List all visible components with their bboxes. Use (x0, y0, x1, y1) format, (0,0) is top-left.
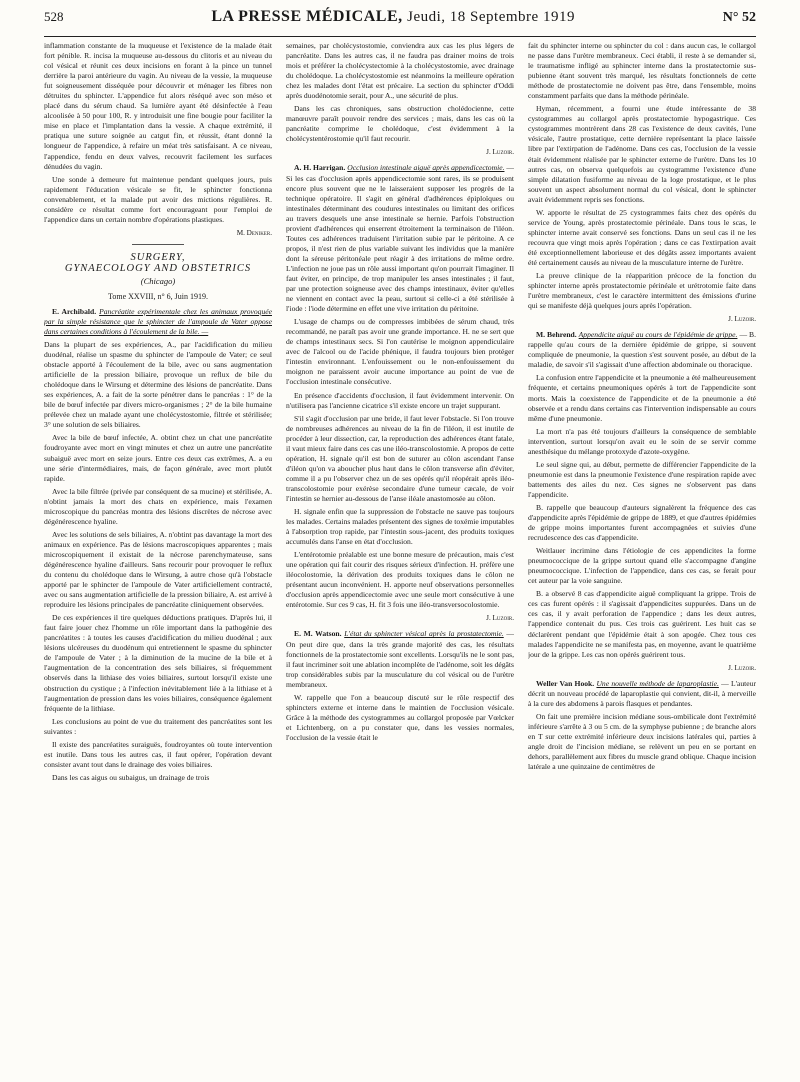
paragraph: semaines, par cholécystostomie, conviendra aux cas les plus légers de pancréatite. Dans les autres cas, il ne faudra pas drainer moins de trois mois et préférer la cholécystectomie à la cholécystostomie, avec drainage du cholédoque. La cholécystostomie est néanmoins la meilleure opération chez les malades dont l'état est précaire. La section du sphincter d'Oddi après duodénotomie serait, pour A., une sécurité de plus. (286, 41, 514, 101)
source-journal-volume: Tome XXVIII, n° 6, Juin 1919. (108, 291, 208, 301)
author-signature: J. Luzoir. (728, 663, 756, 672)
abstract-author: M. Behrend. (536, 330, 577, 340)
issue-date: Jeudi, 18 Septembre 1919 (407, 9, 575, 25)
column-2 (286, 41, 514, 1061)
paragraph: B. rappelle que beaucoup d'auteurs signalèrent la fréquence des cas d'appendicite après l'épidémie de grippe de 1889, et que d'autres épidémies de grippe moins importantes furent accompagnées et suivies d'une recrudescence des cas d'appendicite. (528, 502, 756, 543)
paragraph: En présence d'accidents d'occlusion, il faut évidemment intervenir. On n'utilisera pas l'ancienne cicatrice s'il existe encore un trajet suppurant. (286, 390, 514, 410)
abstract-author: E. Archibald. (52, 306, 97, 316)
paragraph: L'usage de champs ou de compresses imbibées de sérum chaud, très recommandé, ne paraît pas avoir une grande importance. H. ne se sert que de champs intestinaux secs. Si l'on cautérise le moignon appendiculaire avec de l'alcool ou de l'acide phénique, il faudra toujours bien protéger l'intestin environnant. L'enfouissement ou le non-enfouissement du moignon ne paraissent avoir aucune importance au point de vue de l'occlusion intestinale consécutive. (286, 317, 514, 387)
author-signature: J. Luzoir. (486, 614, 514, 623)
abstract-lead: — On peut dire que, dans la très grande majorité des cas, les résultats fonctionnels de la prostatectomie sont excellents. Lorsqu'ils ne le sont pas, il faut incriminer soit une ablation incomplète de l'adénome, soit les dégâts trop considérables subis par la musculature du col vésical ou de l'urètre membraneux. (286, 629, 514, 689)
abstract-heading (286, 163, 514, 314)
paragraph: Avec la bile de bœuf infectée, A. obtint chez un chat une pancréatite foudroyante avec mort en vingt minutes et chez un autre une pancréatite subaiguë avec mort en seize jours. Entre ces deux cas extrêmes, A. a eu une série d'intermédiaires, mais, de façon générale, avec mort plutôt rapide. (44, 433, 272, 483)
journal-masthead (211, 8, 575, 26)
paragraph: Avec la bile filtrée (privée par conséquent de sa mucine) et stérilisée, A. n'obtint jamais la mort des chats en expérience, mais l'examen microscopique du pancréas montra des lésions discrètes de nécrose avec dégénérescence hyaline. (44, 486, 272, 526)
page-number: 528 (44, 9, 64, 24)
running-header (44, 8, 756, 34)
paragraph: La confusion entre l'appendicite et la pneumonie a été malheureusement fréquente, et certains pneumoniques opérés à tort de l'appendicite sont morts. Mais la coexistence de l'appendicite et de la pneumonie a été observée et a rendu dans certains cas l'intervention indispensable au cours même d'une pneumonie. (528, 373, 756, 423)
paragraph: Les conclusions au point de vue du traitement des pancréatites sont les suivantes : (44, 716, 272, 736)
author-signature: J. Luzoir. (486, 148, 514, 157)
abstract-lead: — B. rappelle qu'au cours de la dernière épidémie de grippe, si souvent compliquée de pneumonie, la question s'est souvent posée, au début de la maladie, de savoir s'il s'agissait d'une affection abdominale ou thoracique. (528, 330, 756, 370)
issue-number: N° 52 (722, 10, 756, 25)
abstract-heading (528, 679, 756, 709)
abstract-title: Occlusion intestinale aiguë après appendicectomie. (347, 163, 505, 173)
abstract-heading (528, 330, 756, 370)
abstract-title: L'état du sphincter vésical après la prostatectomie. (344, 629, 504, 639)
paragraph: Avec les solutions de sels biliaires, A. n'obtint pas davantage la mort des animaux en expérience. Pas de lésions macroscopiques apparentes ; mais microscopiquement il existait de la nécrose parenchymateuse, sans dégénérescence hyaline d'ailleurs. Sans recourir pour provoquer le reflux du contenu du cholédoque dans le Wirsung, à autre chose qu'à l'obstacle apporté par le sphincter de l'ampoule de Vater artificiellement contracté, avec ou sans augmentation artificielle de la pression biliaire, A. est arrivé à reproduire les lésions principales de pancréatite cliniquement observées. (44, 529, 272, 610)
abstract-lead: — L'auteur décrit un nouveau procédé de laparoplastie qui convient, dit-il, à merveille à la cure des abdomens à parois flasques et pendantes. (528, 678, 756, 708)
abstract-heading (44, 307, 272, 337)
abstract-author: A. H. Harrigan. (294, 163, 346, 173)
journal-title: LA PRESSE MÉDICALE, (211, 8, 403, 25)
paragraph: Dans les cas aigus ou subaigus, un drainage de trois (52, 772, 210, 782)
paragraph: fait du sphincter interne ou sphincter du col : dans aucun cas, le collargol ne passe dans l'urètre membraneux. Ceci établi, il reste à se demander si, le traumatisme infligé au sphincter interne dans la prostatectomie sus-pubienne étant souvent très marqué, les résultats fonctionnels de cette méthode de prostatectomie ne doivent pas être, dans l'ensemble, moins constamment parfaits que dans la méthode périnéale. (528, 41, 756, 101)
source-journal-title: SURGERY, (130, 251, 186, 263)
separator-rule (132, 244, 184, 245)
paragraph: La preuve clinique de la réapparition précoce de la fonction du sphincter interne après prostatectomie périnéale et urétrotomie faite dans l'urètre membraneux, c'est le caractère intermittent des émissions d'urine qui se manifeste déjà quelques jours après l'opération. (528, 271, 756, 311)
paragraph: Weitlauer incrimine dans l'étiologie de ces appendicites la forme pneumococcique de la grippe surtout quand elle s'accompagne d'angine pneumococcique. L'infection de l'appendice, dans ces cas, se ferait pour cet auteur par la voie sanguine. (528, 546, 756, 586)
paragraph: De ces expériences il tire quelques déductions pratiques. D'après lui, il faut faire jouer chez l'homme un rôle important dans la pathogénie des pancréatites : à toutes les causes d'acidification du milieu duodénal ; aux lésions ulcéreuses du duodénum qui entretiennent le spasme du sphincter de l'ampoule de Vater ; à la diminution de la mucine de la bile et à l'augmentation de la concentration des sels biliaires, si fréquemment observés dans la lithiase des voies biliaires, surtout lorsqu'il existe une obstruction du cystique ; à l'infection inévitablement liée à la lithiase et à l'augmentation de pression dans les voies biliaires, conséquence également fréquente de la lithiase. (44, 613, 272, 713)
paragraph: Dans les cas chroniques, sans obstruction cholédocienne, cette manœuvre paraît pouvoir rendre des services ; mais, dans les cas où la pancréatite comprime le cholédoque, c'est évidemment à la cholécystentérostomie qu'il faut recourir. (286, 104, 514, 144)
header-rule (44, 36, 756, 37)
paragraph: W. rappelle que l'on a beaucoup discuté sur le rôle respectif des sphincters externe et interne dans le maintien de l'occlusion vésicale. Grâce à la méthode des cystogrammes au collargol proposée par Vœlcker et Lichtenberg, on a pu constater que, dans les vessies normales, l'occlusion de la vessie était le (286, 692, 514, 742)
paragraph: Une sonde à demeure fut maintenue pendant quelques jours, puis rapidement l'éducation vésicale se fit, le sphincter fonctionna convenablement, et la malade put avoir des mictions régulières. R. considère ce résultat comme fort encourageant pour l'emploi de l'appendice dans un certain nombre d'opérations plastiques. (44, 174, 272, 224)
paragraph: S'il s'agit d'occlusion par une bride, il faut lever l'obstacle. Si l'on trouve de nombreuses adhérences au niveau de la fin de l'iléon, il est inutile de procéder à leur dissection, car, la reproduction des adhérences étant fatale, il vaut mieux faire dans ces cas une iléo-transcolostomie. A propos de cette opération, H. signale qu'il est bon de suturer au côlon ascendant l'anse d'iléon qu'on va aboucher plus haut dans le côlon transverse afin d'éviter, comme il a pu l'observer chez un de ses opérés qu'il réopérait après iléo-transcolostomie pour exérèse secondaire d'une tumeur cæcale, de voir l'intestin se hernier au-dessous de l'anse iléale anastomosée au côlon. (286, 413, 514, 503)
paragraph: Hyman, récemment, a fourni une étude intéressante de 38 cystogrammes au collargol après prostatectomie hypogastrique. Ces cystogrammes montrèrent dans 28 cas l'existence de deux cavités, l'une vésicale, l'autre prostatique, cette dernière représentant la place laissée libre par l'extirpation de l'adénome. Dans ces cas, l'occlusion de la vessie était évidemment réalisée par le sphincter externe de l'urètre. Dans les 10 autres cas, on observa quelquefois au cystogramme l'existence d'une simple dilatation fusiforme au niveau de la loge prostatique, et le plus souvent un aspect absolument normal du col vésical, dont le sphincter avait évidemment repris ses fonctions. (528, 104, 756, 204)
abstract-title: Une nouvelle méthode de laparoplastie. (596, 678, 719, 688)
paragraph: inflammation constante de la muqueuse et l'existence de la malade était fort pénible. R. incisa la muqueuse au-dessous du clitoris et au niveau du col vésical et réunit ces deux incisions en forant à la pince un tunnel derrière la paroi antérieure du vagin. Au niveau de la vessie, la muqueuse fut soigneusement disséquée pour découvrir et ménager les fibres non détruites du sphincter. L'appendice fut alors réséqué avec son méso et placé dans du sérum chaud. Sa lumière ayant été désinfectée à l'eau alcoolisée à 50 pour 100, R. y introduisit une fine bougie pour faciliter la mise en place et l'implantation dans la vessie. A chaque extrémité, il pratiqua une suture soignée au catgut fin, et réussit, étant donné la longueur de l'appendice, à refaire un méat très satisfaisant. A ce niveau, l'appendice, fendu en deux valves, recouvrit facilement les surfaces dénudées du vagin. (44, 41, 272, 171)
column-1 (44, 41, 272, 1061)
author-signature: M. Deniker. (236, 228, 272, 237)
abstract-author: Weller Van Hook. (536, 678, 595, 688)
paragraph: Il existe des pancréatites suraiguës, foudroyantes où toute intervention est inutile. Dans tous les autres cas, il faut opérer, l'opération devant consister avant tout dans le drainage des voies biliaires. (44, 739, 272, 769)
source-journal-subtitle: GYNAECOLOGY AND OBSTETRICS (64, 262, 252, 274)
column-3 (528, 41, 756, 1061)
paragraph: B. a observé 8 cas d'appendicite aiguë compliquant la grippe. Trois de ces cas furent opérés : il s'agissait d'appendicites suppurées. Dans un de ces cas, il y avait perforation de l'appendice ; dans les deux autres, l'appendice contenait du pus. Ces trois cas guérirent. Les huit cas se déclarèrent pendant que l'épidémie était à son apogée. Chez tous ces malades l'appendicite ne se manifesta pas, en moyenne, avant le quatrième jour de la grippe. Les cas non opérés guérirent tous. (528, 589, 756, 659)
paragraph: On fait une première incision médiane sous-ombilicale dont l'extrémité inférieure s'arrête à 3 ou 5 cm. de la symphyse pubienne ; de branche alors en T sur cette extrémité inférieure deux incisions latérales qui, parties à angle droit de l'incision médiane, se relèvent un peu en se portant en dehors, parallèlement aux fibres du muscle grand oblique. Chaque incision latérale a une quinzaine de centimètres de (528, 711, 756, 772)
abstract-title: Pancréatite expérimentale chez les animaux provoquée par la simple résistance que le sphincter de l'ampoule de Vater oppose dans certaines conditions à l'écoulement de la bile. — (44, 306, 272, 336)
paragraph: L'entérotomie préalable est une bonne mesure de précaution, mais c'est une opération qui fait courir des risques sérieux d'infection. H. préfère une iléocolostomie, la dérivation des produits toxiques dans le côlon ne présentant aucun inconvénient. H. apporte neuf observations personnelles d'occlusion après appendicectomie avec une seule mort consécutive à une entérotomie. Sur ces 9 cas, H. fit 3 fois une iléo-transversocolostomie. (286, 550, 514, 610)
paragraph: W. apporte le résultat de 25 cystogrammes faits chez des opérés du service de Young, après prostatectomie périnéale. Dans tous le scas, le sphincter interne avait conservé ses fonctions. Dans un seul cas il ne les recouvra que vingt mois après l'opération ; dans ce cas l'extirpation avait été exceptionnellement laborieuse et des dégâts assez importants avaient été certainement causés au niveau de la musculature interne de l'urètre. (528, 207, 756, 267)
paragraph: Dans la plupart de ses expériences, A., par l'acidification du milieu duodénal, réalise un spasme du sphincter de l'ampoule de Vater; ce seul obstacle apporté à l'écoulement de la bile, avec ou sans augmentation artificielle de la pression biliaire, provoque un reflux de bile du cholédoque dans le Wirsung et détermine des lésions de pancréatite. Dans ses expériences, A. a fait de la sorte pénétrer dans le pancréas : 1° de la bile de bœuf infectée par divers micro-organismes ; 2° de la bile humaine prélevée chez un malade ayant une cholécystostomie, filtrée et stérilisée; 3° une solution de sels biliaires. (44, 339, 272, 430)
text-columns (44, 41, 756, 1061)
abstract-author: E. M. Watson. (294, 629, 342, 639)
abstract-title: Appendicite aiguë au cours de l'épidémie de grippe. (578, 330, 738, 340)
paragraph: H. signale enfin que la suppression de l'obstacle ne sauve pas toujours les malades. Certains malades présentent des signes de toxémie imputables à l'absorption trop rapide, par l'intestin sous-jacent, des produits toxiques accumulés dans l'anse en état d'occlusion. (286, 507, 514, 547)
journal-heading (44, 252, 272, 301)
author-signature: J. Luzoir. (728, 315, 756, 324)
source-journal-city: (Chicago) (140, 275, 176, 286)
paragraph: Le seul signe qui, au début, permette de différencier l'appendicite de la pneumonie est dans la pneumonie l'existence d'une respiration rapide avec battements des ailes du nez. Ces signes ne s'observent pas dans l'appendicite. (528, 459, 756, 499)
abstract-heading (286, 629, 514, 689)
abstract-lead: — Si les cas d'occlusion après appendicectomie sont rares, ils se produisent encore plus souvent que ne le laisseraient supposer les progrès de la technique opératoire. Il s'agit en général d'adhérences épiploïques ou intestinales déterminant des coudures intestinales ou limitant des orifices au travers desquels une anse intestinale se hernie. Parfois l'obstruction provient d'adhérences qui enserrent étroitement la terminaison de l'iléon. Toutes ces adhérences traduisent l'irritation subie par le péritoine. A ce propos, il n'est rien de plus variable suivant les individus que la manière dont la séreuse péritonéale peut réagir à des irritations de même ordre. L'infection ne joue pas un rôle aussi important qu'on pourrait l'imaginer. Il faut éviter, en principe, de trop manipuler les anses intestinales ; il faut, par une protection soigneuse avec des champs intestinaux, éviter qu'elles ne viennent en contact avec la peau, surtout si celle-ci a été stérilisée à l'iode : l'iode détermine en effet une vive irritation du péritoine. (286, 163, 514, 314)
paragraph: La mort n'a pas été toujours d'ailleurs la conséquence de semblable intervention, surtout lorsqu'on avait eu le soin de se servir comme anesthésique du mélange protoxyde d'azote-oxygène. (528, 426, 756, 456)
